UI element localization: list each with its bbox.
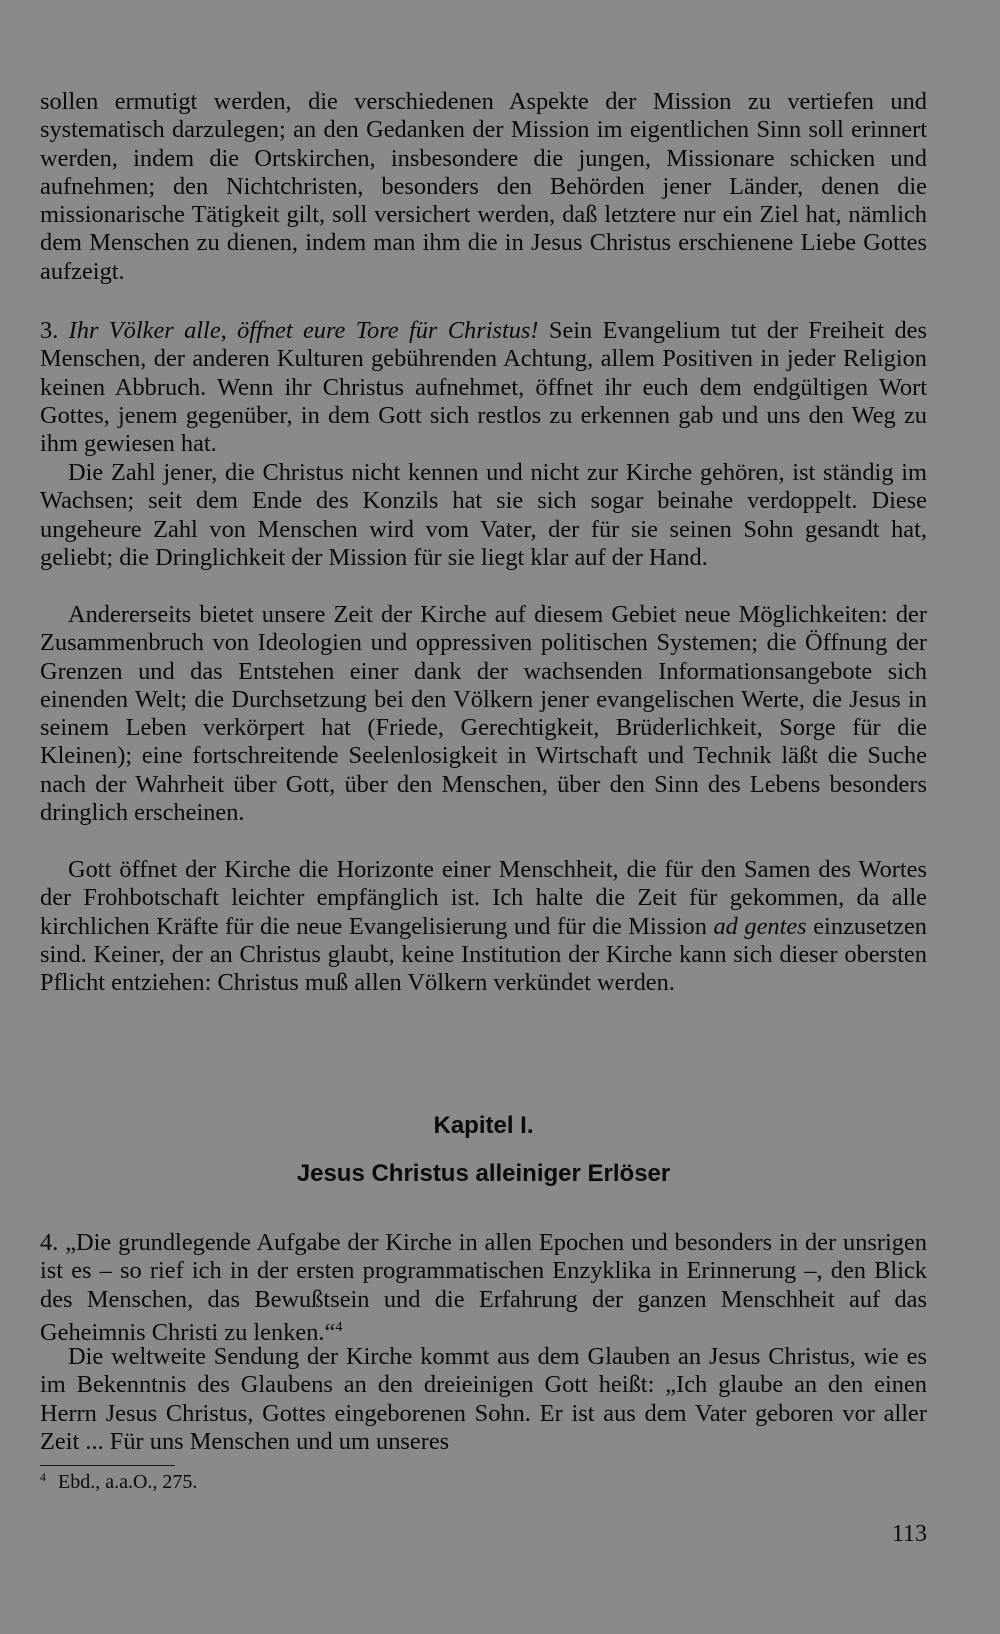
paragraph-3-open-doors: 3. Ihr Völker alle, öffnet eure Tore für Christus! Sein Evangelium tut der Freiheit des Menschen, der anderen Kulturen gebührenden Achtung, allem Positiven in jeder Religion keinen Abbruch. Wenn ihr Christus aufnehmet, öffnet ihr euch dem endgültigen Wort Gottes, jenem gegenüber, in dem Gott sich restlos zu erkennen gab und uns den Weg zu ihm gewiesen hat. — [40, 317, 927, 458]
paragraph-mission-intro: sollen ermutigt werden, die verschiedenen Aspekte der Mission zu vertiefen und systematisch darzulegen; an den Gedanken der Mission im eigentlichen Sinn soll erinnert werden, indem die Ortskirchen, insbesondere die jungen, Missionare schicken und aufnehmen; den Nichtchristen, besonders den Behörden jener Länder, denen die missionarische Tätigkeit gilt, soll versichert werden, daß letztere nur ein Ziel hat, nämlich dem Menschen zu dienen, indem man ihm die in Jesus Christus erschienene Liebe Gottes aufzeigt. — [40, 88, 927, 285]
footnote-mark: 4 — [40, 1470, 46, 1484]
paragraph-italic-heading: Ihr Völker alle, öffnet eure Tore für Christus! — [68, 317, 539, 344]
footnote-text: Ebd., a.a.O., 275. — [58, 1471, 198, 1493]
paragraph-number-growing: Die Zahl jener, die Christus nicht kennen und nicht zur Kirche gehören, ist ständig im Wachsen; seit dem Ende des Konzils hat sie sich sogar beinahe verdoppelt. Diese ungeheure Zahl von Menschen wird vom Vater, der für sie seinen Sohn gesandt hat, geliebt; die Dringlichkeit der Mission für sie liegt klar auf der Hand. — [40, 459, 927, 571]
page-number: 113 — [891, 1521, 927, 1547]
paragraph-number: 3. — [40, 317, 59, 344]
footnote — [40, 1470, 197, 1494]
footnote-divider — [40, 1465, 175, 1466]
paragraph-4-fundamental-task: 4. „Die grundlegende Aufgabe der Kirche in allen Epochen und besonders in der unsrigen ist es – so rief ich in der ersten programmatischen Enzyklika in Erinnerung –, den Blick des Menschen, das Bewußtsein und die Erfahrung der ganzen Menschheit auf das Geheimnis Christi zu lenken.“$^4$ — [40, 1229, 927, 1346]
chapter-label: Kapitel I. — [433, 1112, 534, 1139]
paragraph-new-possibilities: Andererseits bietet unsere Zeit der Kirche auf diesem Gebiet neue Möglichkeiten: der Zusammenbruch von Ideologien und oppressiven politischen Systemen; die Öffnung der Grenzen und das Entstehen einer dank der wachsenden Informationsangebote sich einenden Welt; die Durchsetzung bei den Völkern jener evangelischen Werte, die Jesus in seinem Leben verkörpert hat (Friede, Gerechtigkeit, Brüderlichkeit, Sorge für die Kleinen); eine fortschreitende Seelenlosigkeit in Wirtschaft und Technik läßt die Suche nach der Wahrheit über Gott, über den Menschen, über den Sinn des Lebens besonders dringlich erscheinen. — [40, 601, 927, 827]
footnote-reference: 4 — [335, 1319, 343, 1335]
chapter-title: Jesus Christus alleiniger Erlöser — [296, 1160, 671, 1187]
paragraph-horizons: Gott öffnet der Kirche die Horizonte einer Menschheit, die für den Samen des Wortes der Frohbotschaft leichter empfänglich ist. Ich halte die Zeit für gekommen, da alle kirchlichen Kräfte für die neue Evangelisierung und für die Mission ad gentes einzusetzen sind. Keiner, der an Christus glaubt, keine Institution der Kirche kann sich dieser obersten Pflicht entziehen: Christus muß allen Völkern verkündet werden. — [40, 856, 927, 997]
paragraph-worldwide-mission: Die weltweite Sendung der Kirche kommt aus dem Glauben an Jesus Christus, wie es im Bekenntnis des Glaubens an den dreieinigen Gott heißt: „Ich glaube an den einen Herrn Jesus Christus, Gottes eingeborenen Sohn. Er ist aus dem Vater geboren vor aller Zeit ... Für uns Menschen und um unseres — [40, 1343, 927, 1455]
